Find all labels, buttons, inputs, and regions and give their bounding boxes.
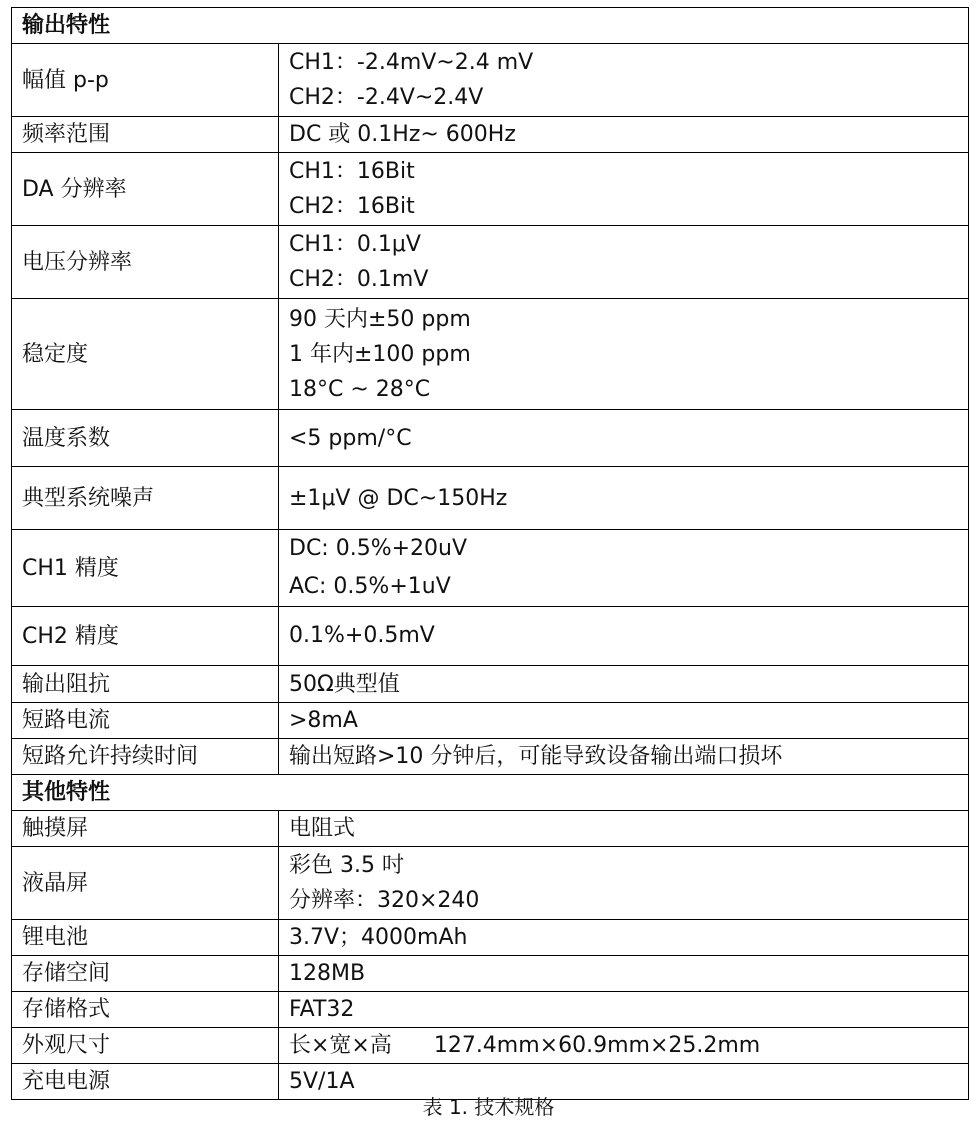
- param-name: 触摸屏: [12, 811, 279, 847]
- param-value: [279, 410, 969, 467]
- param-name: 短路允许持续时间: [12, 739, 279, 775]
- param-name: 外观尺寸: [12, 1028, 279, 1064]
- value-line: DC: 0.5%+20uV: [289, 536, 468, 561]
- table-row: [12, 299, 969, 410]
- param-name: 液晶屏: [12, 847, 279, 920]
- section-title-other: 其他特性: [12, 775, 969, 811]
- table-row: [12, 703, 969, 739]
- value-line: 长×宽×高 127.4mm×60.9mm×25.2mm: [289, 1033, 761, 1058]
- value-line: DC 或 0.1Hz~ 600Hz: [289, 122, 516, 147]
- table-row: [12, 847, 969, 920]
- table-row: [12, 920, 969, 956]
- param-name: 稳定度: [12, 299, 279, 410]
- param-name: 幅值 p-p: [12, 44, 279, 117]
- value-line: 0.1%+0.5mV: [289, 623, 435, 648]
- value-line: 分辨率：320×240: [289, 888, 480, 913]
- value-line: 50Ω典型值: [289, 671, 400, 697]
- param-name: CH1 精度: [12, 530, 279, 607]
- param-value: [279, 44, 969, 117]
- param-value: [279, 811, 969, 847]
- spec-table: [11, 7, 969, 1100]
- table-caption: 表 1. 技术规格: [422, 1095, 555, 1119]
- table-row: [12, 530, 969, 607]
- value-line: 18°C ~ 28°C: [289, 376, 431, 402]
- param-value: [279, 467, 969, 530]
- param-name: 温度系数: [12, 410, 279, 467]
- table-row: [12, 992, 969, 1028]
- table-row: [12, 117, 969, 153]
- value-line: 彩色 3.5 吋: [289, 853, 404, 878]
- param-value: [279, 739, 969, 775]
- param-name: 短路电流: [12, 703, 279, 739]
- param-value: [279, 666, 969, 703]
- param-value: [279, 299, 969, 410]
- param-name: CH2 精度: [12, 607, 279, 666]
- param-value: [279, 226, 969, 299]
- param-value: [279, 992, 969, 1028]
- param-value: [279, 1028, 969, 1064]
- param-value: [279, 847, 969, 920]
- param-name: 充电电源: [12, 1064, 279, 1100]
- value-line: 1 年内±100 ppm: [289, 341, 471, 367]
- table-row: [12, 153, 969, 226]
- section-title-output: 输出特性: [12, 8, 969, 44]
- value-line: CH1：16Bit: [289, 159, 415, 184]
- value-line: CH1：-2.4mV~2.4 mV: [289, 50, 534, 75]
- table-row: [12, 226, 969, 299]
- value-line: 3.7V；4000mAh: [289, 925, 468, 950]
- value-line: CH1：0.1μV: [289, 232, 421, 257]
- value-line: AC: 0.5%+1uV: [289, 574, 451, 599]
- param-value: [279, 153, 969, 226]
- table-row: [12, 666, 969, 703]
- section-row-other: [12, 775, 969, 811]
- param-name: DA 分辨率: [12, 153, 279, 226]
- value-line: CH2：0.1mV: [289, 267, 429, 292]
- param-value: [279, 703, 969, 739]
- value-line: 128MB: [289, 961, 366, 986]
- param-value: [279, 956, 969, 992]
- table-row: [12, 739, 969, 775]
- param-value: [279, 920, 969, 956]
- value-line: FAT32: [289, 997, 355, 1022]
- table-row: [12, 1028, 969, 1064]
- table-row: [12, 467, 969, 530]
- value-line: 90 天内±50 ppm: [289, 306, 471, 332]
- table-row: [12, 410, 969, 467]
- value-line: >8mA: [289, 708, 358, 733]
- param-value: [279, 530, 969, 607]
- param-name: 典型系统噪声: [12, 467, 279, 530]
- value-line: <5 ppm/°C: [289, 425, 412, 451]
- section-row-output: [12, 8, 969, 44]
- param-value: [279, 117, 969, 153]
- param-name: 频率范围: [12, 117, 279, 153]
- value-line: 5V/1A: [289, 1069, 355, 1094]
- param-name: 存储格式: [12, 992, 279, 1028]
- param-name: 存储空间: [12, 956, 279, 992]
- param-name: 锂电池: [12, 920, 279, 956]
- table-row: [12, 811, 969, 847]
- table-row: [12, 956, 969, 992]
- value-line: CH2：16Bit: [289, 194, 415, 219]
- value-line: 输出短路>10 分钟后，可能导致设备输出端口损坏: [289, 744, 783, 769]
- value-line: CH2：-2.4V~2.4V: [289, 85, 484, 110]
- param-name: 电压分辨率: [12, 226, 279, 299]
- value-line: 电阻式: [289, 816, 356, 841]
- value-line: ±1μV @ DC~150Hz: [289, 485, 508, 511]
- table-row: [12, 44, 969, 117]
- table-row: [12, 607, 969, 666]
- param-value: [279, 607, 969, 666]
- param-name: 输出阻抗: [12, 666, 279, 703]
